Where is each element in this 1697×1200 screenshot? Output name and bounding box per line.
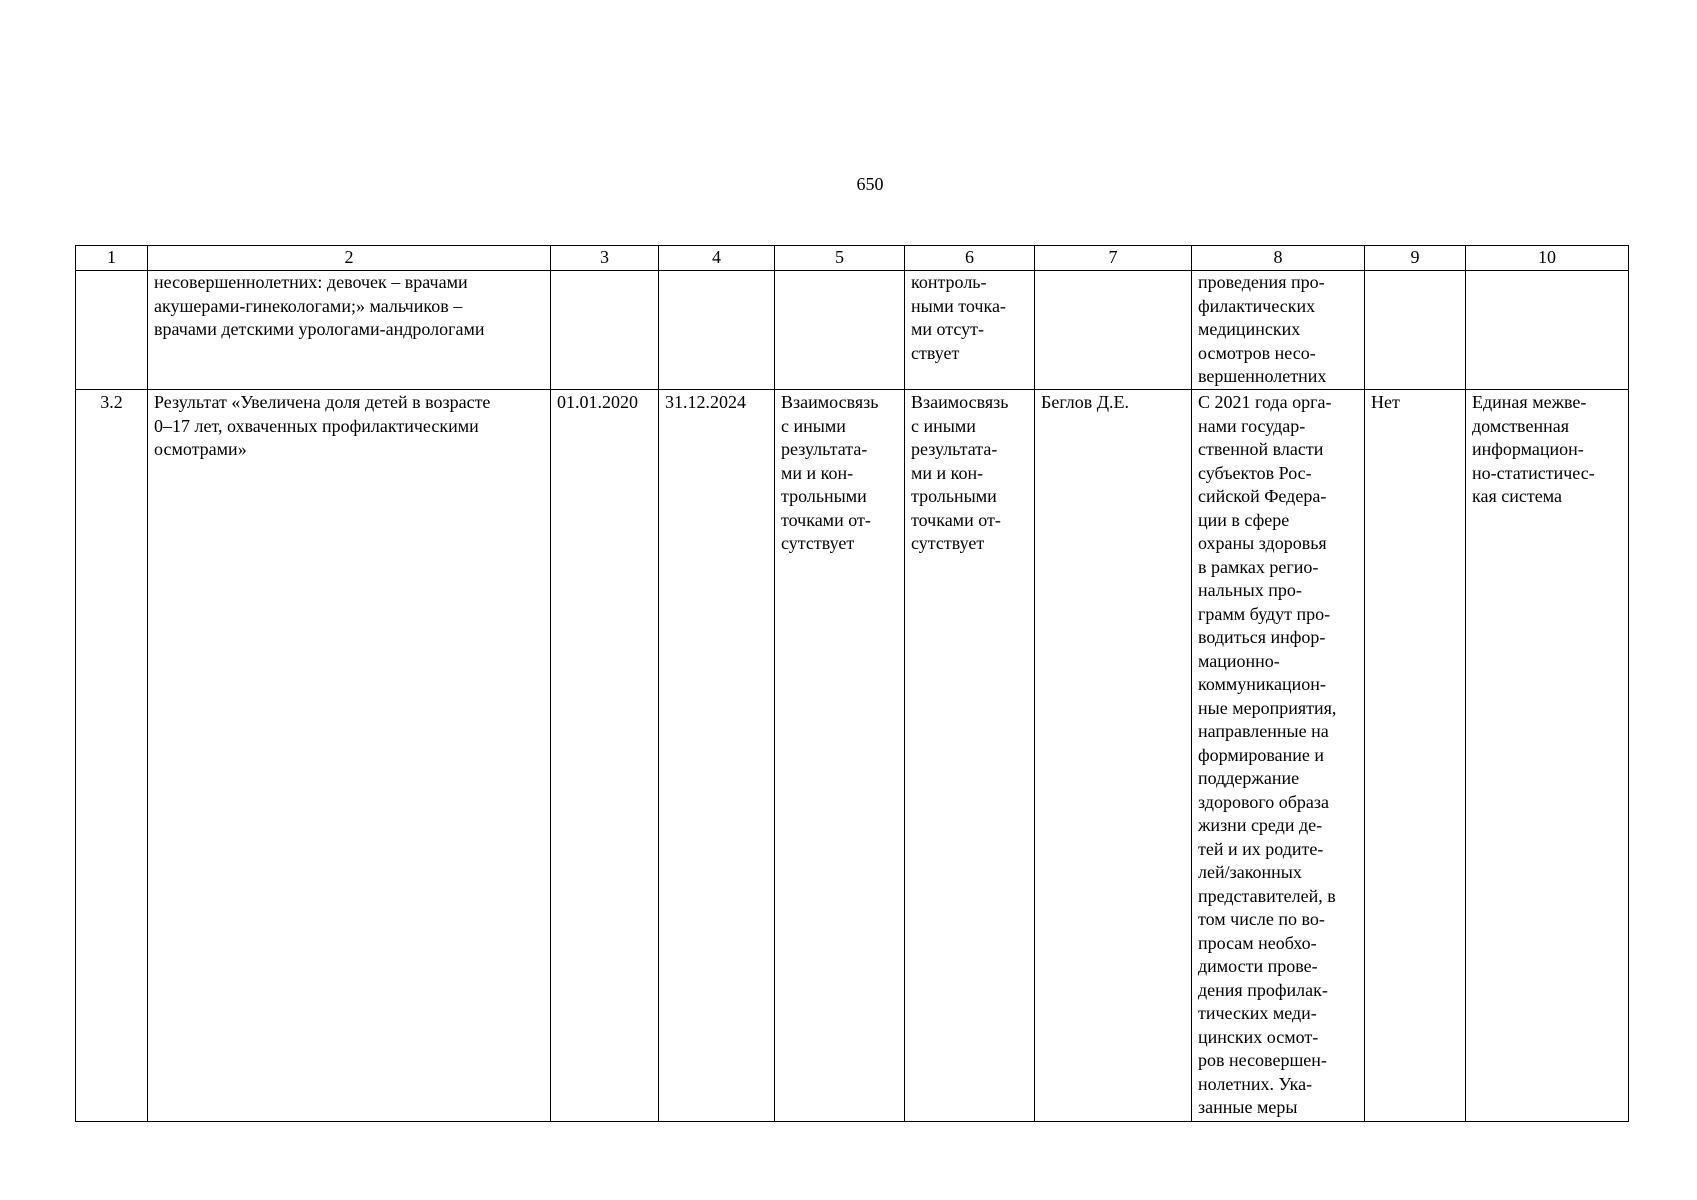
column-number-row <box>76 246 1629 271</box>
relation-cell: Взаимосвязь с иными результата- ми и кон- трольными точками от- сутствует <box>905 390 1035 1122</box>
row-number-cell <box>76 271 148 390</box>
row-number-cell: 3.2 <box>76 390 148 1122</box>
responsible-cell: Беглов Д.Е. <box>1035 390 1192 1122</box>
details-cell: С 2021 года орга- нами государ- ственной власти субъектов Рос- сийской Федера- ции в сфере охраны здоровья в рамках регио- нальных про- грамм будут про- водиться инфор- мационно- коммуникацион- ные мероприятия, направленные на формирование и поддержание здорового образа жизни среди де- тей и их родите- лей/законных представителей, в том числе по во- просам необхо- димости прове- дения профилак- тических меди- цинских осмот- ров несовершен- нолетних. Ука- занные меры <box>1192 390 1365 1122</box>
relation-cell: Взаимосвязь с иными результата- ми и кон- трольными точками от- сутствует <box>775 390 905 1122</box>
table-row <box>76 390 1629 1122</box>
column-number: 10 <box>1466 246 1629 271</box>
column-number: 7 <box>1035 246 1192 271</box>
document-table <box>75 245 1629 1122</box>
responsible-cell <box>1035 271 1192 390</box>
column-number: 4 <box>659 246 775 271</box>
description-cell: несовершеннолетних: девочек – врачами акушерами-гинекологами;» мальчиков – врачами детскими урологами-андрологами <box>148 271 551 390</box>
relation-cell: контроль- ными точка- ми отсут- ствует <box>905 271 1035 390</box>
details-cell: проведения про- филактических медицинских осмотров несо- вершеннолетних <box>1192 271 1365 390</box>
column-number: 3 <box>551 246 659 271</box>
page-number: 650 <box>856 174 884 194</box>
description-cell: Результат «Увеличена доля детей в возрасте 0–17 лет, охваченных профилактическими осмотрами» <box>148 390 551 1122</box>
column-number: 1 <box>76 246 148 271</box>
relation-cell <box>775 271 905 390</box>
system-cell: Единая межве- домственная информацион- но-статистичес- кая система <box>1466 390 1629 1122</box>
column-number: 6 <box>905 246 1035 271</box>
end-date-cell: 31.12.2024 <box>659 390 775 1122</box>
column-number: 9 <box>1365 246 1466 271</box>
column-number: 5 <box>775 246 905 271</box>
flag-cell <box>1365 271 1466 390</box>
start-date-cell <box>551 271 659 390</box>
start-date-cell: 01.01.2020 <box>551 390 659 1122</box>
end-date-cell <box>659 271 775 390</box>
column-number: 2 <box>148 246 551 271</box>
column-number: 8 <box>1192 246 1365 271</box>
system-cell <box>1466 271 1629 390</box>
flag-cell: Нет <box>1365 390 1466 1122</box>
table-row-continuation <box>76 271 1629 390</box>
